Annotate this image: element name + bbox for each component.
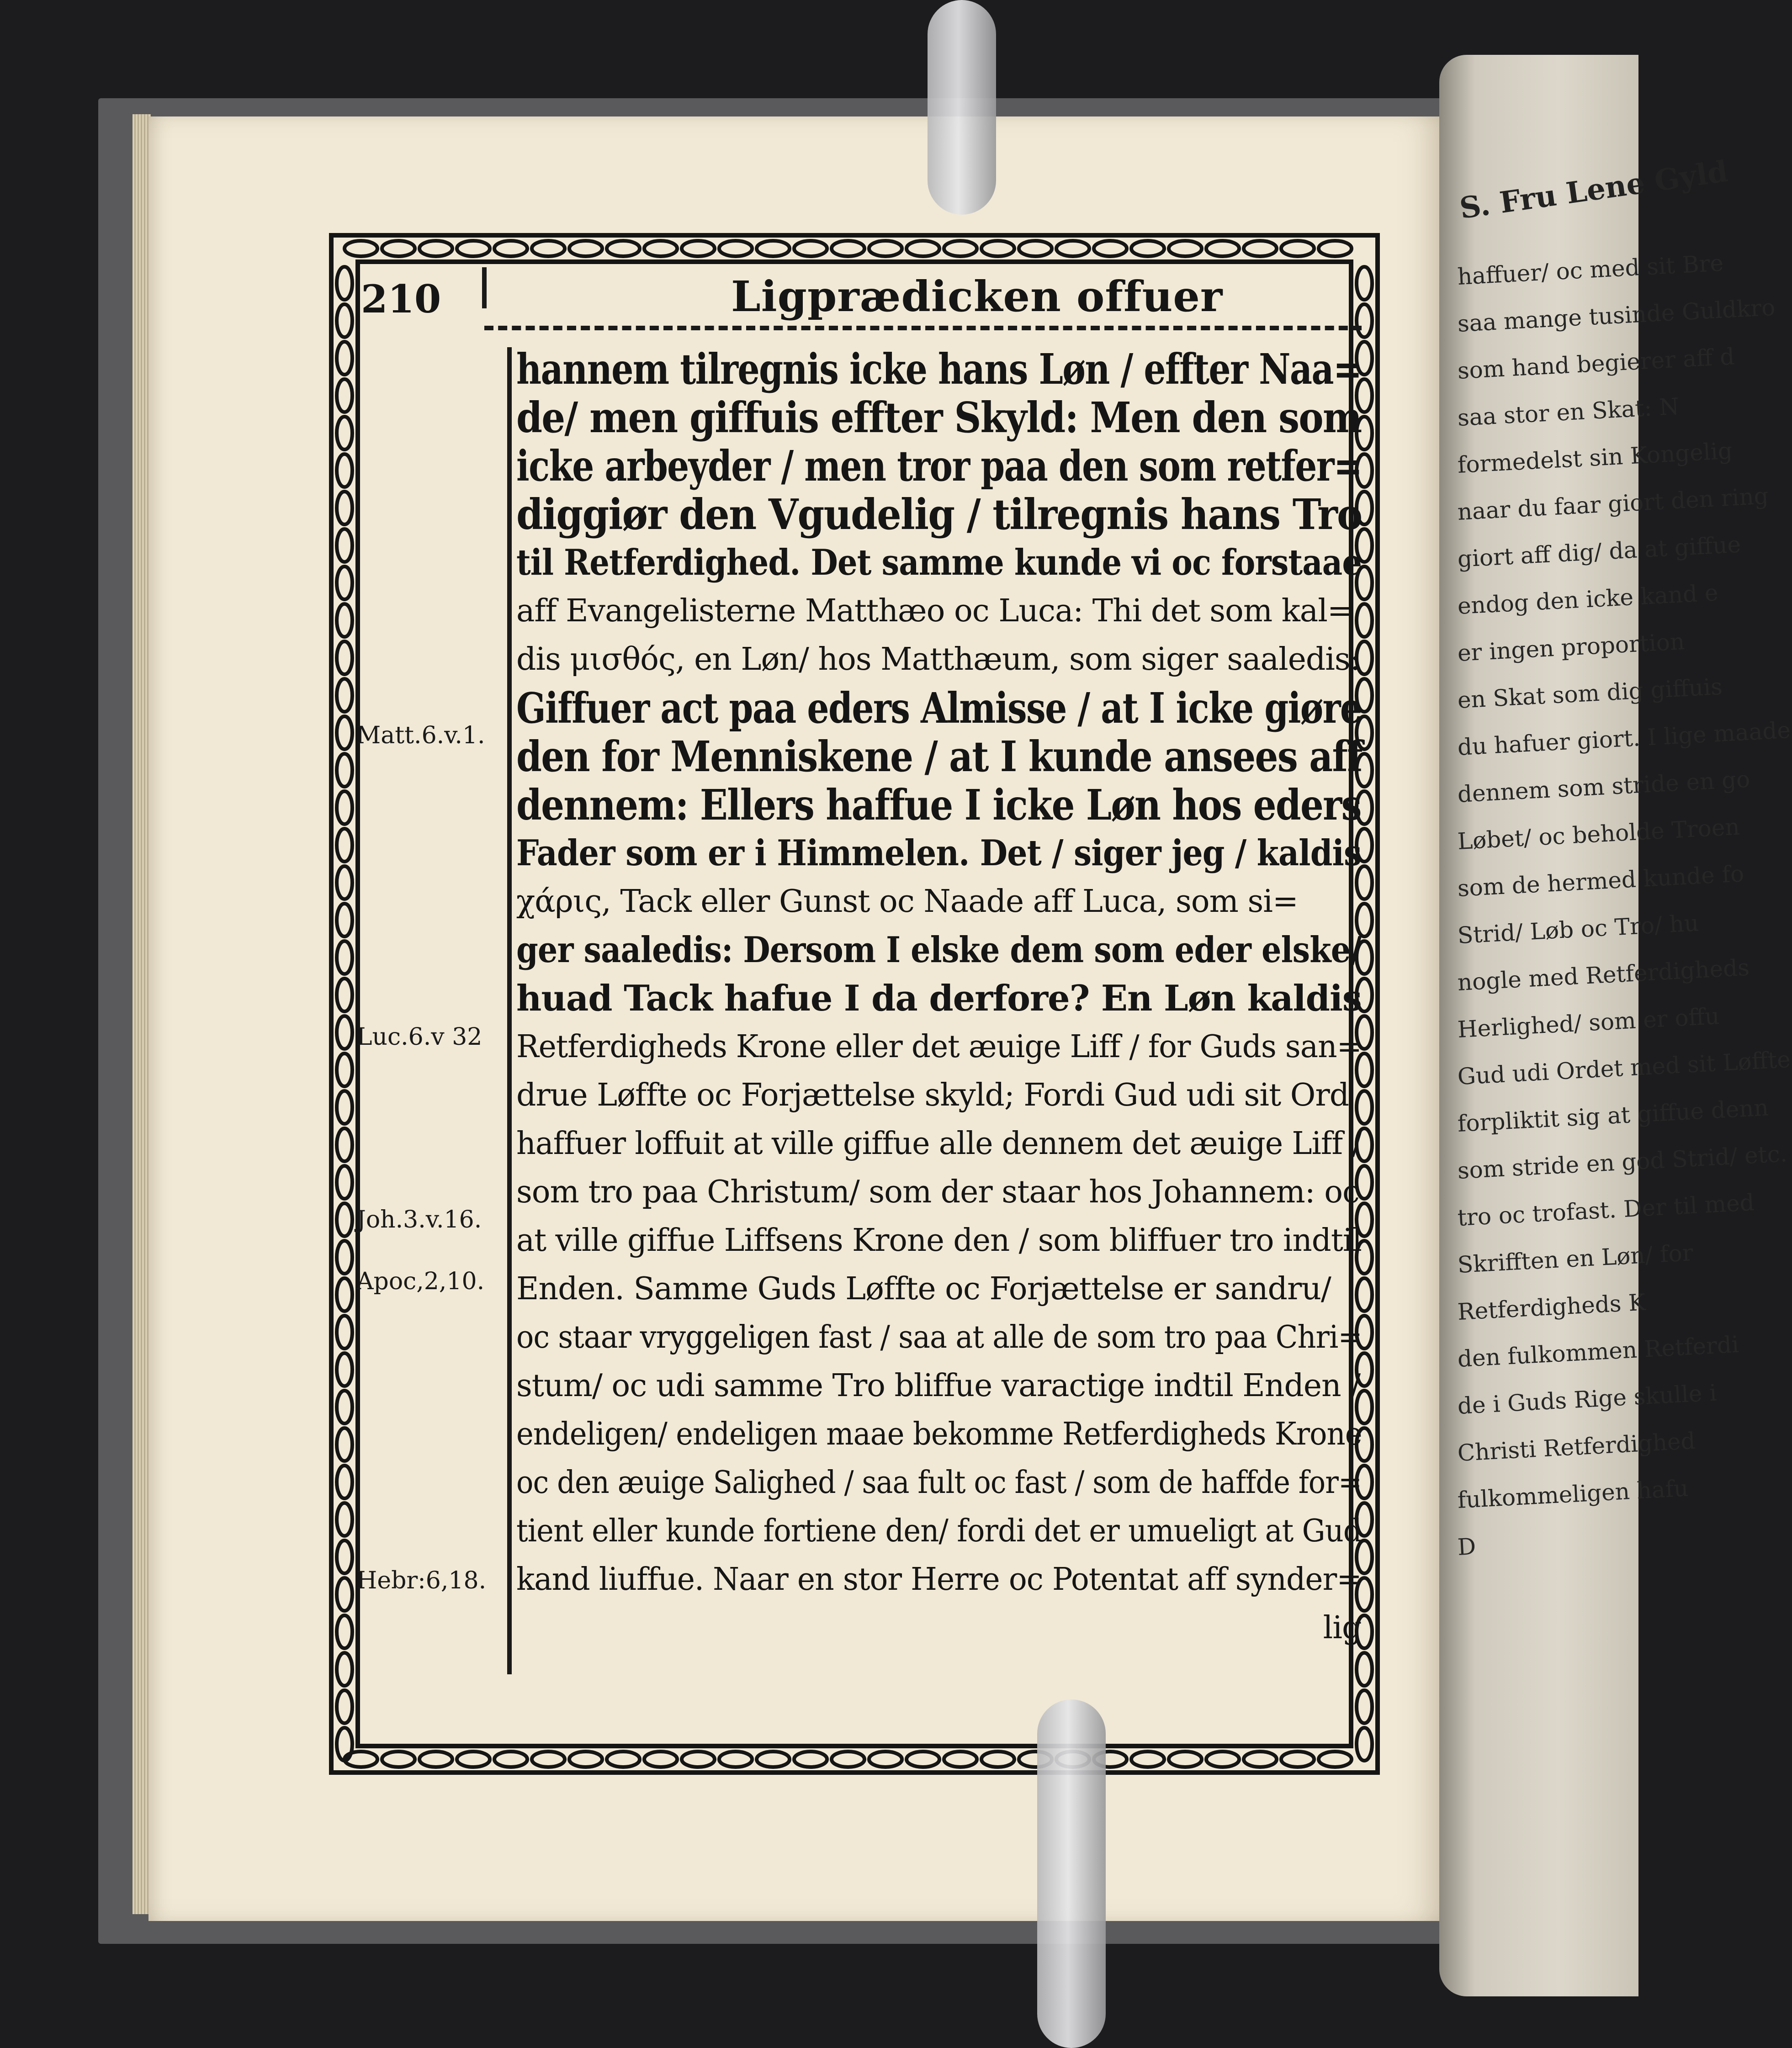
header-rule xyxy=(484,326,1362,330)
chain-link xyxy=(337,1091,352,1124)
chain-link xyxy=(1244,241,1277,256)
text-line: tient eller kunde fortiene den/ fordi det er umueligt at Gud xyxy=(516,1513,1362,1549)
chain-link xyxy=(337,904,352,937)
chain-link xyxy=(337,1203,352,1236)
chain-link xyxy=(337,716,352,749)
facing-page-line: tro oc trofast. Der til med xyxy=(1457,1189,1755,1231)
chain-link xyxy=(569,241,602,256)
body-text xyxy=(516,345,1364,1652)
chain-link xyxy=(337,1128,352,1161)
facing-page-line: forpliktit sig at giffue denn xyxy=(1457,1094,1769,1137)
facing-page-line: haffuer/ oc med sit Bre xyxy=(1457,249,1724,290)
facing-page-line: som hand begierer aff d xyxy=(1457,343,1735,384)
chain-link xyxy=(337,941,352,974)
book-clip-bottom xyxy=(1037,1699,1106,2048)
text-line: dis μισθός, en Løn/ hos Matthæum, som siger saaledis: xyxy=(516,641,1360,677)
book-clip-top xyxy=(928,0,996,215)
chain-link xyxy=(337,1653,352,1686)
chain-link xyxy=(337,1540,352,1573)
chain-link xyxy=(644,241,677,256)
text-line: Giffuer act paa eders Almisse / at I icke giøre xyxy=(516,683,1362,733)
chain-link xyxy=(1357,1728,1372,1761)
chain-link xyxy=(1094,241,1127,256)
chain-link xyxy=(337,979,352,1011)
facing-page-title: S. Fru Lene Gyld xyxy=(1458,154,1730,226)
chain-link xyxy=(682,241,715,256)
text-line: som tro paa Christum/ som der staar hos Johannem: oc xyxy=(516,1174,1359,1210)
facing-page-line: som stride en god Strid/ etc. xyxy=(1457,1140,1788,1184)
text-line: at ville giffue Liffsens Krone den / som bliffuer tro indtil xyxy=(516,1222,1362,1259)
chain-link xyxy=(337,1241,352,1274)
text-line: den for Menniskene / at I kunde ansees aff xyxy=(516,732,1362,781)
text-line: χάρις, Tack eller Gunst oc Naade aff Luca, som si= xyxy=(516,884,1298,920)
chain-link xyxy=(1319,1752,1352,1767)
chain-link xyxy=(337,529,352,562)
text-line: endeligen/ endeligen maae bekomme Retferdigheds Krone xyxy=(516,1416,1362,1452)
chain-link xyxy=(337,1690,352,1723)
chain-link xyxy=(337,829,352,862)
chain-link xyxy=(337,791,352,824)
chain-link xyxy=(337,641,352,674)
facing-page-line: dennem som stride en go xyxy=(1457,766,1751,808)
chain-link xyxy=(1281,241,1314,256)
text-line: stum/ oc udi samme Tro bliffue varactige indtil Enden / xyxy=(516,1368,1361,1404)
text-line: oc den æuige Salighed / saa fult oc fast / som de haffde for= xyxy=(516,1465,1362,1501)
text-line: til Retferdighed. Det samme kunde vi oc forstaae xyxy=(516,542,1362,583)
chain-link xyxy=(337,679,352,712)
text-line: dennem: Ellers haffue I icke Løn hos eders xyxy=(516,780,1361,830)
chain-link xyxy=(457,1752,490,1767)
chain-link xyxy=(337,1615,352,1648)
text-line: aff Evangelisterne Matthæo oc Luca: Thi det som kal= xyxy=(516,593,1353,629)
chain-link xyxy=(644,1752,677,1767)
chain-link xyxy=(1206,1752,1239,1767)
chain-link xyxy=(337,754,352,787)
margin-note: Luc.6.v 32 xyxy=(356,1023,482,1051)
chain-link xyxy=(981,241,1014,256)
chain-link xyxy=(337,379,352,412)
text-line: icke arbeyder / men tror paa den som retfer= xyxy=(516,441,1362,491)
page-edges xyxy=(133,114,151,1914)
chain-link xyxy=(719,1752,752,1767)
chain-link xyxy=(907,241,939,256)
facing-page-line: Herlighed/ som er offu xyxy=(1457,1003,1720,1043)
text-line: drue Løffte oc Forjættelse skyld; Fordi Gud udi sit Ord xyxy=(516,1077,1349,1113)
facing-page-line: er ingen proportion xyxy=(1457,628,1686,667)
facing-page-line: den fulkommen Retferdi xyxy=(1457,1331,1740,1372)
text-line: kand liuffue. Naar en stor Herre oc Potentat aff synder= xyxy=(516,1561,1362,1598)
chain-link xyxy=(1244,1752,1277,1767)
chain-link xyxy=(1131,1752,1164,1767)
chain-link xyxy=(1357,1690,1372,1723)
chain-link xyxy=(337,417,352,450)
text-line: Retferdigheds Krone eller det æuige Liff / for Guds san= xyxy=(516,1029,1362,1065)
chain-link xyxy=(1206,241,1239,256)
facing-page-line: nogle med Retferdigheds xyxy=(1457,954,1750,996)
chain-link xyxy=(944,241,977,256)
chain-link xyxy=(337,604,352,637)
chain-link xyxy=(345,241,377,256)
text-line: de/ men giffuis effter Skyld: Men den som xyxy=(516,393,1362,442)
chain-link xyxy=(337,566,352,599)
chain-link xyxy=(337,304,352,337)
chain-link xyxy=(419,241,452,256)
chain-link xyxy=(832,1752,864,1767)
facing-page-line: giort aff dig/ da at giffue xyxy=(1457,531,1742,572)
chain-link xyxy=(907,1752,939,1767)
chain-link xyxy=(337,1016,352,1049)
text-line: Fader som er i Himmelen. Det / siger jeg / kaldis xyxy=(516,832,1362,874)
chain-link xyxy=(337,1353,352,1386)
chain-link xyxy=(382,1752,415,1767)
chain-link xyxy=(337,492,352,524)
margin-note: Hebr:6,18. xyxy=(356,1567,487,1594)
facing-page-line: Retferdigheds K xyxy=(1457,1289,1646,1325)
facing-page-line: endog den icke kand e xyxy=(1457,579,1719,619)
facing-page-line: en Skat som dig giffuis xyxy=(1457,673,1723,714)
facing-page-line: Strid/ Løb oc Tro/ hu xyxy=(1457,910,1700,949)
chain-link xyxy=(794,1752,827,1767)
facing-page-line: de i Guds Rige skulle i xyxy=(1457,1379,1718,1419)
chain-link xyxy=(1131,241,1164,256)
chain-link xyxy=(757,1752,790,1767)
chain-link xyxy=(532,1752,565,1767)
chain-link xyxy=(607,241,640,256)
chain-link xyxy=(1169,1752,1202,1767)
chain-link xyxy=(337,1053,352,1086)
chain-link xyxy=(757,241,790,256)
facing-page-line: saa stor en Skat: N xyxy=(1457,393,1680,431)
chain-link xyxy=(981,1752,1014,1767)
page-number: 210 xyxy=(361,276,441,322)
facing-page-line: Gud udi Ordet med sit Løffte xyxy=(1457,1046,1792,1090)
text-line: haffuer loffuit at ville giffue alle dennem det æuige Liff / xyxy=(516,1126,1362,1162)
chain-link xyxy=(494,241,527,256)
facing-page-line: fulkommeligen hafu xyxy=(1457,1475,1689,1514)
facing-page-line: formedelst sin Kongelig xyxy=(1457,437,1734,478)
chain-link xyxy=(419,1752,452,1767)
chain-link xyxy=(382,241,415,256)
facing-page xyxy=(1439,55,1792,1996)
chain-link xyxy=(337,1503,352,1536)
margin-note: Apoc,2,10. xyxy=(356,1268,485,1295)
chain-link xyxy=(944,1752,977,1767)
chain-link xyxy=(337,342,352,375)
chain-link xyxy=(337,1166,352,1199)
text-line: ger saaledis: Dersom I elske dem som eder elske/ xyxy=(516,929,1362,971)
chain-link xyxy=(337,866,352,899)
chain-link xyxy=(532,241,565,256)
margin-notes xyxy=(356,361,503,1731)
chain-link xyxy=(607,1752,640,1767)
facing-page-line: du hafuer giort. I lige maade xyxy=(1457,716,1792,761)
chain-link xyxy=(337,1578,352,1611)
text-line: lig xyxy=(1323,1610,1362,1646)
text-line: oc staar vryggeligen fast / saa at alle de som tro paa Chri= xyxy=(516,1319,1362,1355)
chain-link xyxy=(1281,1752,1314,1767)
margin-note: Matt.6.v.1. xyxy=(356,722,485,749)
chain-link xyxy=(337,1316,352,1349)
facing-page-line: Christi Retferdighed xyxy=(1457,1427,1696,1466)
chain-link xyxy=(832,241,864,256)
chain-link xyxy=(337,267,352,300)
chain-link xyxy=(457,241,490,256)
chain-link xyxy=(1019,241,1052,256)
chain-link xyxy=(682,1752,715,1767)
header-divider xyxy=(482,267,487,308)
chain-link xyxy=(1357,1653,1372,1686)
facing-page-line: som de hermed kunde fo xyxy=(1457,860,1745,902)
text-line: diggiør den Vgudelig / tilregnis hans Tro xyxy=(516,490,1362,539)
facing-page-line: naar du faar giort den ring xyxy=(1457,482,1769,525)
chain-link xyxy=(337,1278,352,1311)
chain-link xyxy=(494,1752,527,1767)
chain-link xyxy=(869,1752,902,1767)
facing-page-line: Skrifften en Løn/ for xyxy=(1457,1239,1694,1278)
text-line: hannem tilregnis icke hans Løn / effter Naa= xyxy=(516,344,1362,394)
page-header xyxy=(352,267,1366,327)
text-line: huad Tack hafue I da derfore? En Løn kaldis xyxy=(516,978,1362,1019)
chain-link xyxy=(869,241,902,256)
margin-note: Joh.3.v.16. xyxy=(356,1206,482,1233)
chain-link xyxy=(337,1391,352,1424)
chain-link xyxy=(569,1752,602,1767)
chain-link xyxy=(1056,241,1089,256)
chain-link xyxy=(794,241,827,256)
running-title: Ligprædicken offuer xyxy=(731,272,1223,321)
chain-link xyxy=(337,454,352,487)
chain-link xyxy=(337,1428,352,1461)
facing-page-line: D xyxy=(1457,1533,1477,1561)
facing-page-line: saa mange tusinde Guldkro xyxy=(1457,294,1776,337)
chain-link xyxy=(1169,241,1202,256)
chain-link xyxy=(719,241,752,256)
chain-link xyxy=(337,1466,352,1498)
margin-rule xyxy=(507,347,512,1674)
text-line: Enden. Samme Guds Løffte oc Forjættelse er sandru/ xyxy=(516,1271,1331,1307)
chain-link xyxy=(1319,241,1352,256)
facing-page-line: Løbet/ oc beholde Troen xyxy=(1457,813,1740,855)
